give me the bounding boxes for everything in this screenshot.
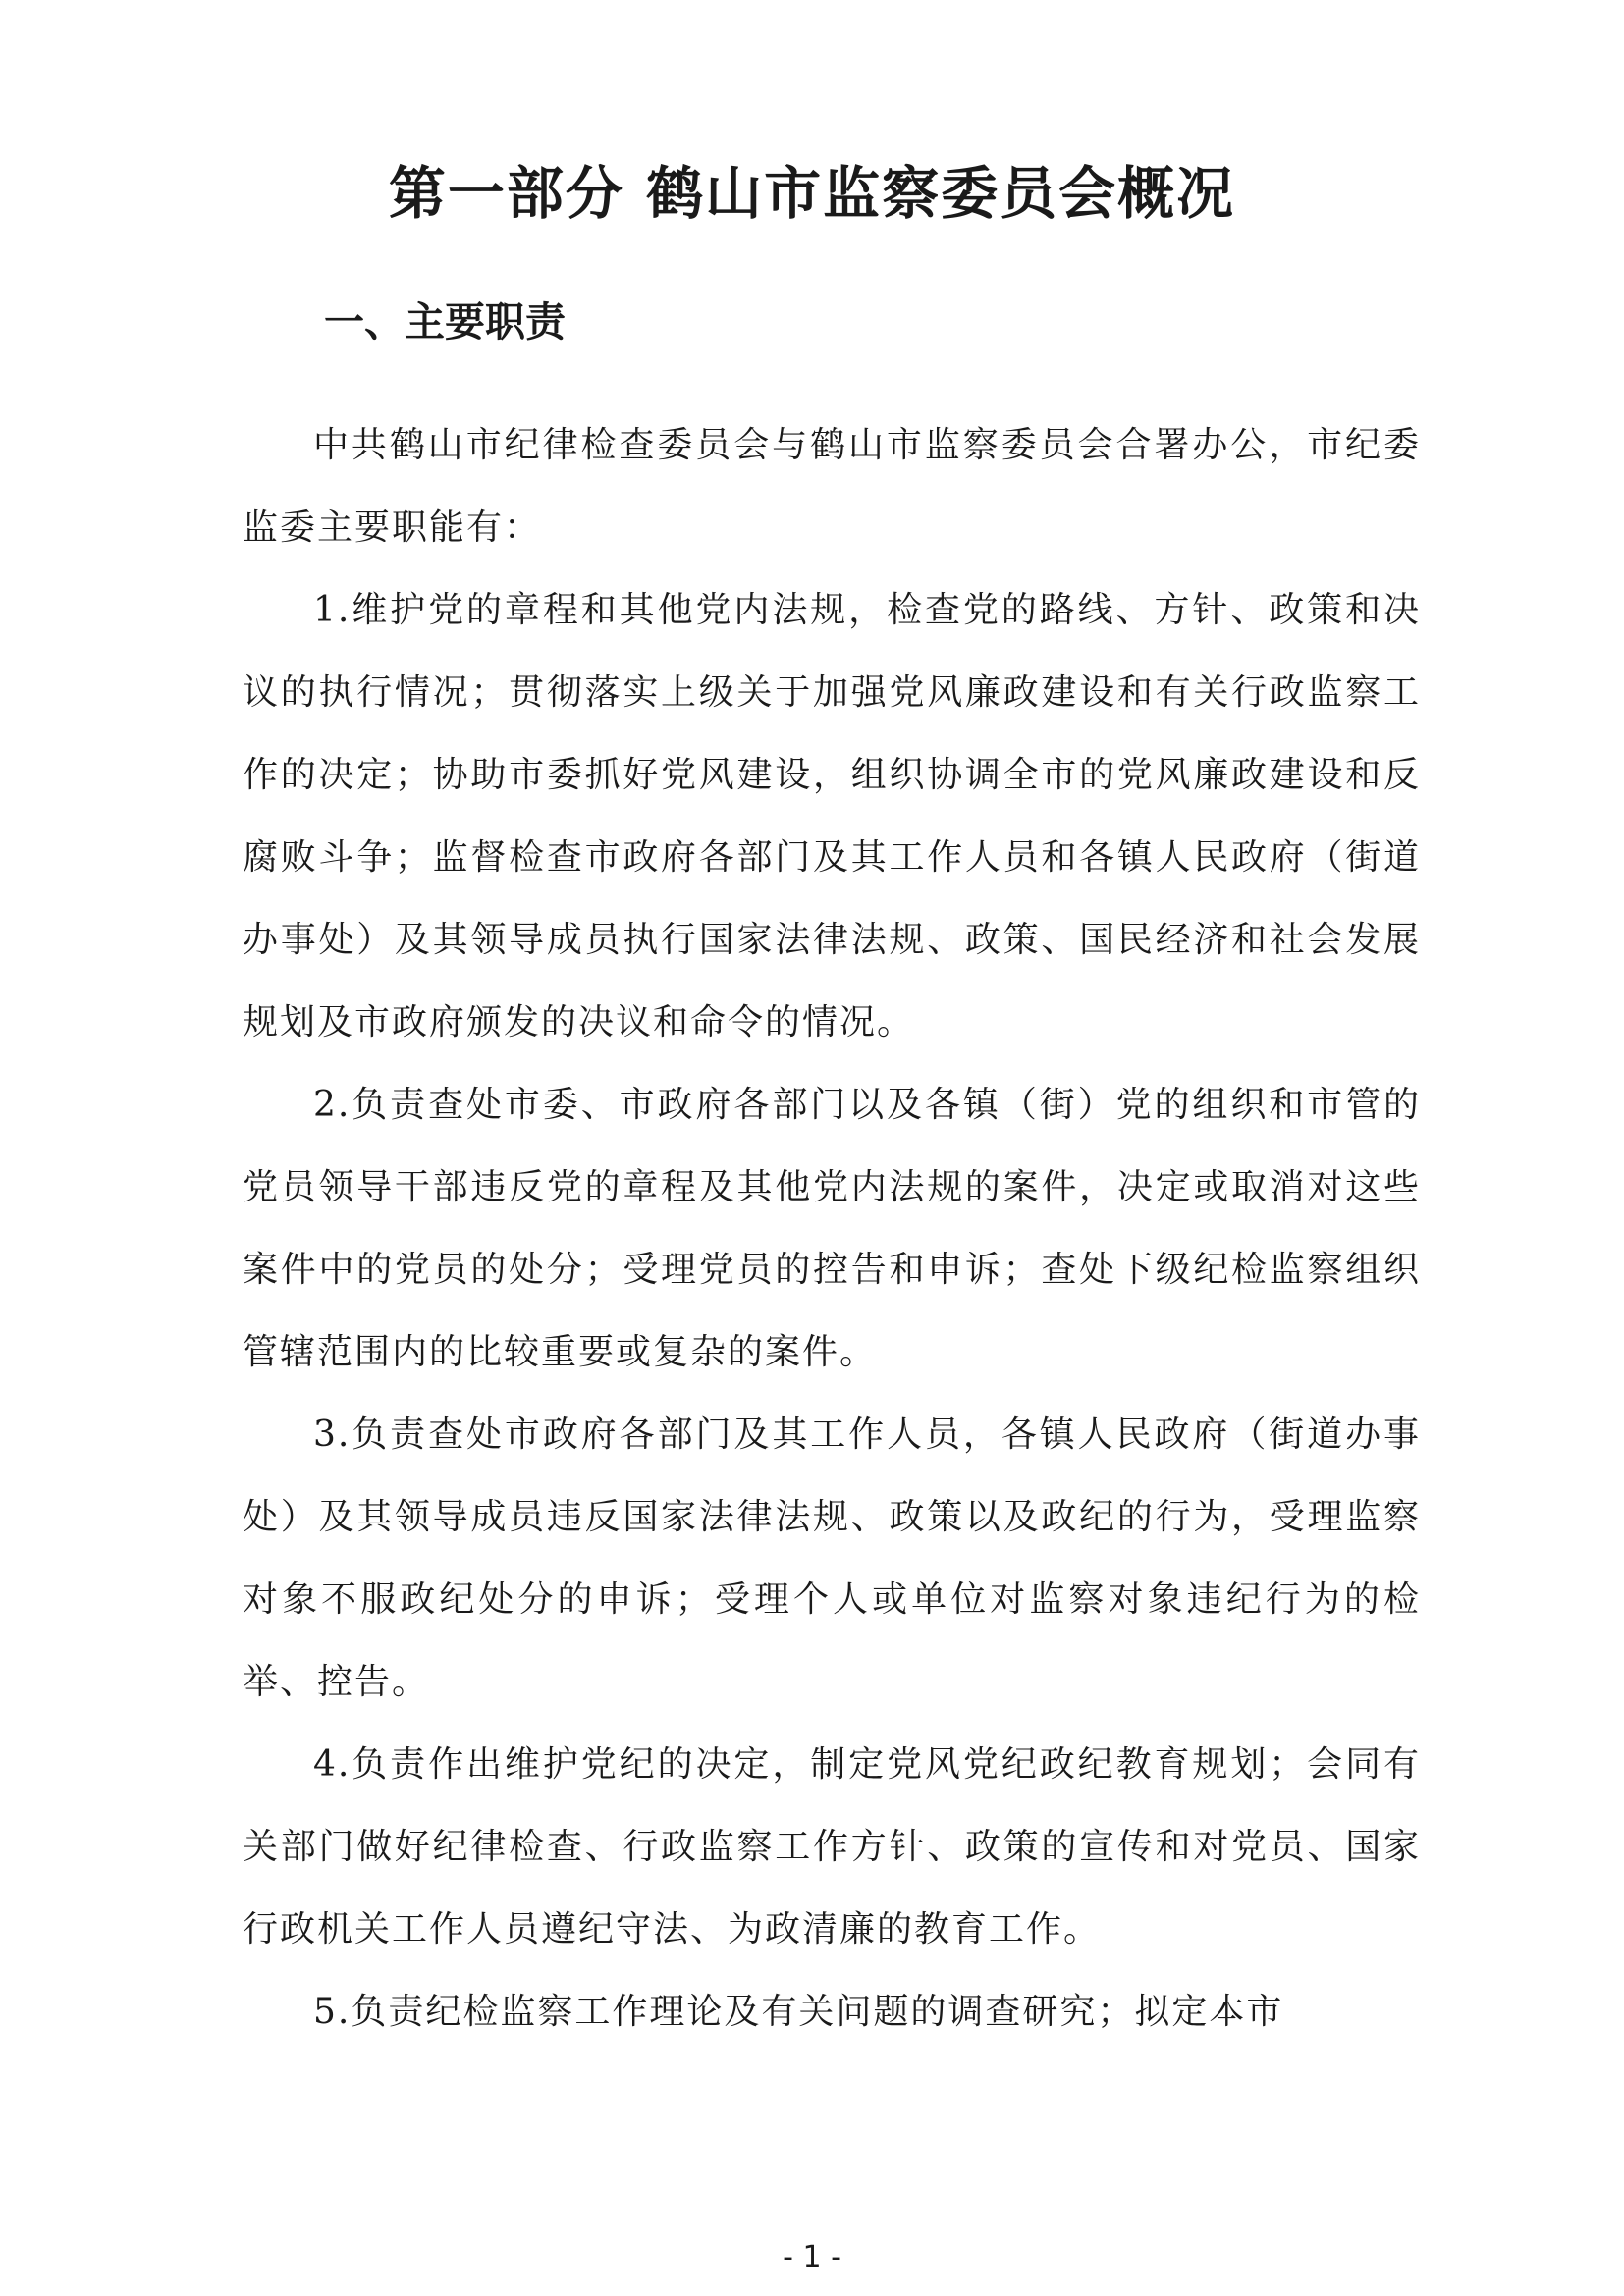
paragraph-item-2: 2.负责查处市委、市政府各部门以及各镇（街）党的组织和市管的党员领导干部违反党的章程及其他党内法规的案件，决定或取消对这些案件中的党员的处分；受理党员的控告和申诉；查处下级纪检监察组织管辖范围内的比较重要或复杂的案件。 — [243, 1085, 1421, 1372]
paragraph-item-1: 1.维护党的章程和其他党内法规，检查党的路线、方针、政策和决议的执行情况；贯彻落实上级关于加强党风廉政建设和有关行政监察工作的决定；协助市委抓好党风建设，组织协调全市的党风廉政建设和反腐败斗争；监督检查市政府各部门及其工作人员和各镇人民政府（街道办事处）及其领导成员执行国家法律法规、政策、国民经济和社会发展规划及市政府颁发的决议和命令的情况。 — [243, 590, 1421, 1042]
document-title: 第一部分 鹤山市监察委员会概况 — [388, 160, 1236, 227]
paragraph-item-4: 4.负责作出维护党纪的决定，制定党风党纪政纪教育规划；会同有关部门做好纪律检查、行政监察工作方针、政策的宣传和对党员、国家行政机关工作人员遵纪守法、为政清廉的教育工作。 — [243, 1744, 1421, 1949]
document-body — [243, 404, 1421, 2054]
paragraph-item-3: 3.负责查处市政府各部门及其工作人员，各镇人民政府（街道办事处）及其领导成员违反国家法律法规、政策以及政纪的行为，受理监察对象不服政纪处分的申诉；受理个人或单位对监察对象违纪行为的检举、控告。 — [243, 1415, 1421, 1702]
paragraph-intro: 中共鹤山市纪律检查委员会与鹤山市监察委员会合署办公，市纪委监委主要职能有： — [243, 425, 1421, 548]
paragraph-item-5: 5.负责纪检监察工作理论及有关问题的调查研究；拟定本市 — [313, 1992, 1284, 2032]
page-number: - 1 - — [783, 2240, 841, 2274]
section-heading: 一、主要职责 — [324, 298, 566, 346]
